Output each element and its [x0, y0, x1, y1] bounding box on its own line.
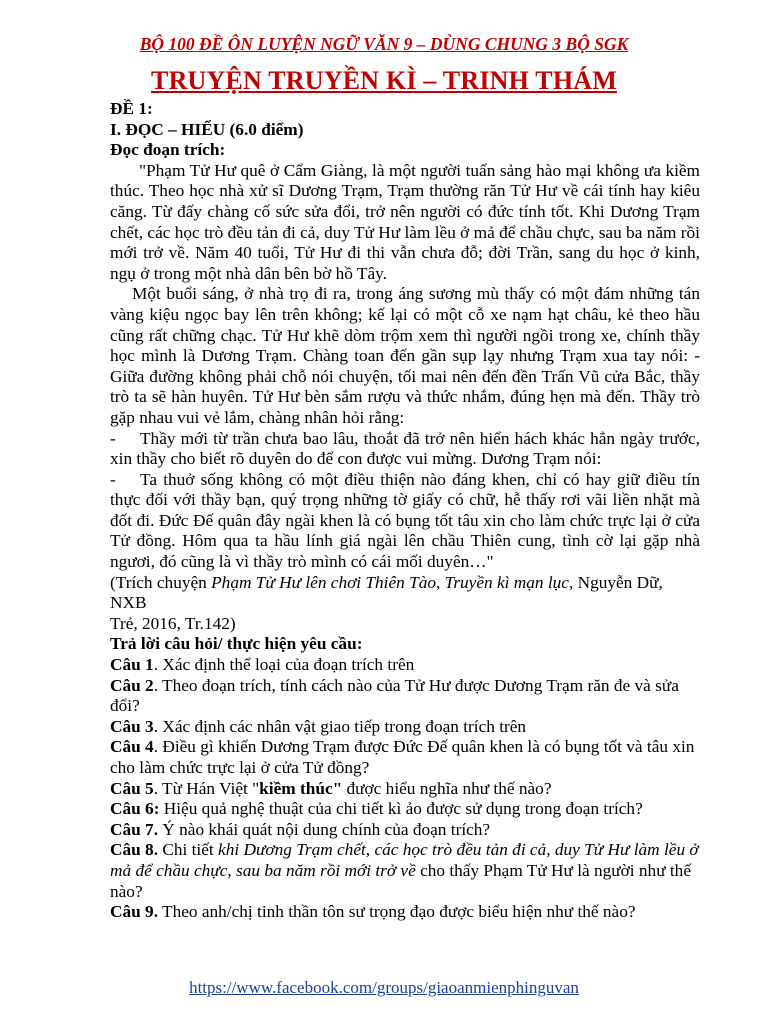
question-1: Câu 1. Xác định thể loại của đoạn trích trên: [110, 655, 415, 675]
dash-mark: -: [110, 428, 116, 448]
dialogue-text: Ta thuở sống không có một điều thiện nào đáng khen, chỉ có hay giữ điều tín thực đối với thầy bạn, quý trọng những tờ giấy có chữ, hễ thấy rơi vãi liền nhặt mà đốt đi. Đức Đế quân đây ngài khen là có bụng tốt tâu xin cho làm chức trực lại ở cửa Tử đồng. Hôm qua ta hầu lính giá ngài lên chầu Thiên cung, tình cờ lại gặp nhà ngươi, đó cũng là vì thầy trò mình có cái mối duyên…": [110, 469, 700, 572]
document-body: [110, 99, 700, 923]
question-8: Câu 8. Chi tiết khi Dương Trạm chết, các học trò đều tản đi cả, duy Tử Hư làm lều ở mả để chầu chực, sau ba năm rồi mới trở về cho thấy Phạm Tử Hư là người như thế nào?: [110, 840, 699, 901]
citation-collection-title: Truyền kì mạn lục: [444, 572, 569, 592]
citation-line-2: Trẻ, 2016, Tr.142): [110, 613, 236, 633]
series-header: BỘ 100 ĐỀ ÔN LUYỆN NGỮ VĂN 9 – DÙNG CHUNG 3 BỘ SGK: [139, 34, 629, 54]
reading-label: Đọc đoạn trích:: [110, 140, 226, 160]
passage-dialogue-2: [110, 470, 700, 573]
dialogue-text: Thầy mới từ trần chưa bao lâu, thoắt đã trở nên hiển hách khác hẳn ngày trước, xin thầy cho biết rõ duyên do để con được vui mừng. Dương Trạm nói:: [110, 428, 700, 469]
section-heading: I. ĐỌC – HIỂU (6.0 điểm): [110, 119, 304, 139]
exam-number: ĐỀ 1:: [110, 99, 153, 118]
question-4: Câu 4. Điều gì khiến Dương Trạm được Đức Đế quân khen là có bụng tốt và tâu xin cho làm chức trực lại ở cửa Tử đồng?: [110, 737, 695, 777]
dash-mark: -: [110, 469, 116, 489]
passage-dialogue-1: [110, 429, 700, 470]
questions-label: Trả lời câu hỏi/ thực hiện yêu cầu:: [110, 634, 363, 654]
citation: (Trích chuyện Phạm Tử Hư lên chơi Thiên Tào, Truyền kì mạn lục, Nguyễn Dữ, NXB: [110, 572, 663, 613]
citation-work-title: Phạm Tử Hư lên chơi Thiên Tào: [211, 572, 437, 592]
passage-paragraph-2: Một buổi sáng, ở nhà trọ đi ra, trong áng sương mù thấy có một đám những tán vàng kiệu ngọc bay lên trên không; kế lại có một cỗ xe nạm hạt châu, kẻ theo hầu cũng rất chững chạc. Tử Hư khẽ dòm trộm xem thì người ngồi trong xe, chính thầy học mình là Dương Trạm. Chàng toan đến gần sụp lạy nhưng Trạm xua tay nói: - Giữa đường không phải chỗ nói chuyện, tối mai nên đến đền Trấn Vũ cửa Bắc, thầy trò ta sẽ hàn huyên. Tử Hư bèn sắm rượu và thức nhắm, đúng hẹn mà đến. Thầy trò gặp nhau vui vẻ lắm, chàng nhân hỏi rằng:: [110, 284, 700, 427]
passage-paragraph-1: "Phạm Tử Hư quê ở Cẩm Giàng, là một người tuấn sảng hào mại không ưa kiềm thúc. Theo học nhà xử sĩ Dương Trạm, Trạm thường răn Tử Hư về cái tính hay kiêu căng. Từ đấy chàng cố sức sửa đổi, trở nên người có đức tính tốt. Khi Dương Trạm chết, các học trò đều tản đi cả, duy Tử Hư làm lều ở mả để chầu chực, sau ba năm rồi mới trở về. Năm 40 tuổi, Tử Hư đi thi vẫn chưa đỗ; đời Trần, sang du học ở kinh, ngụ ở trong một nhà dân bên bờ hồ Tây.: [110, 160, 700, 283]
question-3: Câu 3. Xác định các nhân vật giao tiếp trong đoạn trích trên: [110, 716, 527, 736]
question-6: Câu 6: Hiệu quả nghệ thuật của chi tiết kì ảo được sử dụng trong đoạn trích?: [110, 799, 643, 819]
question-2: Câu 2. Theo đoạn trích, tính cách nào của Tử Hư được Dương Trạm răn đe và sửa đổi?: [110, 675, 679, 716]
question-5: Câu 5. Từ Hán Việt "kiềm thúc" được hiểu nghĩa như thế nào?: [110, 778, 552, 798]
footer-link[interactable]: https://www.facebook.com/groups/giaoanmienphinguvan: [189, 978, 579, 997]
question-7: Câu 7. Ý nào khái quát nội dung chính của đoạn trích?: [110, 819, 491, 839]
question-9: Câu 9. Theo anh/chị tinh thần tôn sư trọng đạo được biểu hiện như thế nào?: [110, 902, 636, 922]
page-title: TRUYỆN TRUYỀN KÌ – TRINH THÁM: [151, 66, 617, 95]
